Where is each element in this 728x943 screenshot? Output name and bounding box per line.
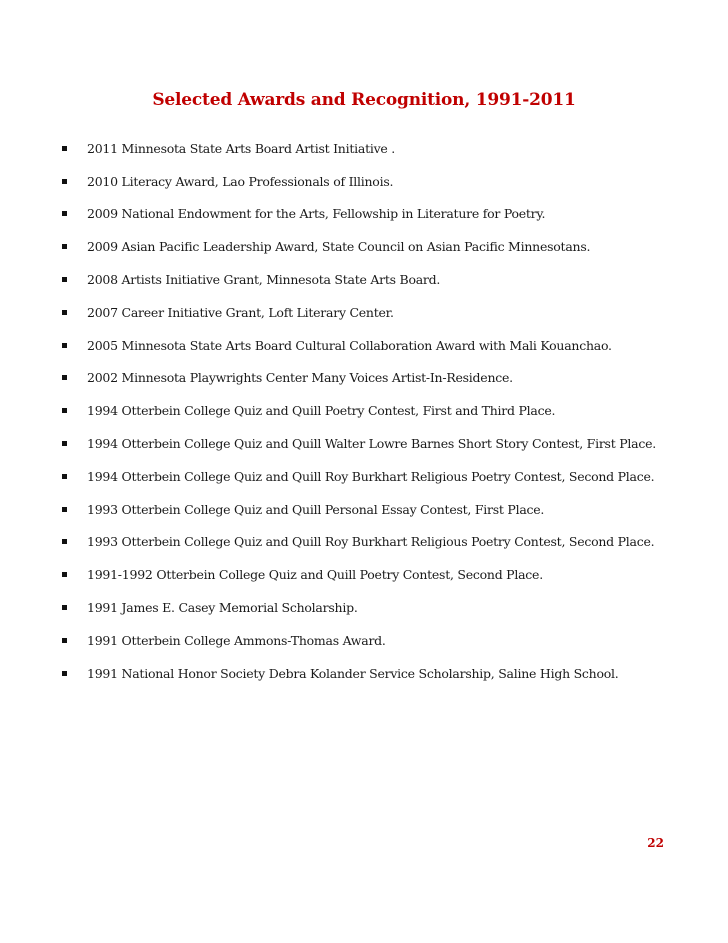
square-bullet-icon [62, 539, 67, 544]
square-bullet-icon [62, 441, 67, 446]
square-bullet-icon [62, 408, 67, 413]
list-item [62, 591, 712, 624]
square-bullet-icon [62, 507, 67, 512]
list-item-text: 1991 James E. Casey Memorial Scholarship. [87, 600, 358, 616]
square-bullet-icon [62, 343, 67, 348]
list-item [62, 362, 712, 395]
list-item [62, 526, 712, 559]
list-item [62, 558, 712, 591]
list-item-text: 1991 Otterbein College Ammons-Thomas Award. [87, 632, 386, 648]
list-item [62, 624, 712, 657]
square-bullet-icon [62, 211, 67, 216]
page-number: 22 [647, 836, 664, 850]
list-item [62, 198, 712, 231]
list-item [62, 263, 712, 296]
square-bullet-icon [62, 277, 67, 282]
square-bullet-icon [62, 605, 67, 610]
awards-list [62, 132, 712, 690]
square-bullet-icon [62, 572, 67, 577]
list-item [62, 460, 712, 493]
list-item-text: 2011 Minnesota State Arts Board Artist Initiative . [87, 140, 396, 156]
list-item-text: 2008 Artists Initiative Grant, Minnesota State Arts Board. [87, 272, 441, 288]
list-item [62, 132, 712, 165]
list-item-text: 2002 Minnesota Playwrights Center Many Voices Artist-In-Residence. [87, 370, 513, 386]
list-item-text: 1991 National Honor Society Debra Kolander Service Scholarship, Saline High School. [87, 665, 619, 681]
list-item-text: 1994 Otterbein College Quiz and Quill Walter Lowre Barnes Short Story Contest, First Place. [87, 436, 656, 452]
square-bullet-icon [62, 179, 67, 184]
list-item [62, 329, 712, 362]
square-bullet-icon [62, 671, 67, 676]
list-item [62, 493, 712, 526]
list-item-text: 1993 Otterbein College Quiz and Quill Roy Burkhart Religious Poetry Contest, Second Place. [87, 534, 655, 550]
list-item [62, 165, 712, 198]
list-item-text: 2009 Asian Pacific Leadership Award, State Council on Asian Pacific Minnesotans. [87, 239, 591, 255]
square-bullet-icon [62, 375, 67, 380]
list-item-text: 1993 Otterbein College Quiz and Quill Personal Essay Contest, First Place. [87, 501, 545, 517]
list-item [62, 296, 712, 329]
square-bullet-icon [62, 310, 67, 315]
list-item-text: 1994 Otterbein College Quiz and Quill Poetry Contest, First and Third Place. [87, 403, 556, 419]
list-item-text: 2007 Career Initiative Grant, Loft Literary Center. [87, 304, 394, 320]
list-item-text: 2010 Literacy Award, Lao Professionals of Illinois. [87, 173, 394, 189]
list-item-text: 2005 Minnesota State Arts Board Cultural Collaboration Award with Mali Kouanchao. [87, 337, 612, 353]
list-item-text: 1994 Otterbein College Quiz and Quill Roy Burkhart Religious Poetry Contest, Second Place. [87, 468, 655, 484]
list-item-text: 2009 National Endowment for the Arts, Fellowship in Literature for Poetry. [87, 206, 546, 222]
list-item [62, 394, 712, 427]
square-bullet-icon [62, 638, 67, 643]
square-bullet-icon [62, 244, 67, 249]
list-item-text: 1991-1992 Otterbein College Quiz and Quill Poetry Contest, Second Place. [87, 567, 543, 583]
list-item [62, 657, 712, 690]
square-bullet-icon [62, 146, 67, 151]
list-item [62, 230, 712, 263]
page-title: Selected Awards and Recognition, 1991-2011 [152, 90, 576, 110]
list-item [62, 427, 712, 460]
square-bullet-icon [62, 474, 67, 479]
